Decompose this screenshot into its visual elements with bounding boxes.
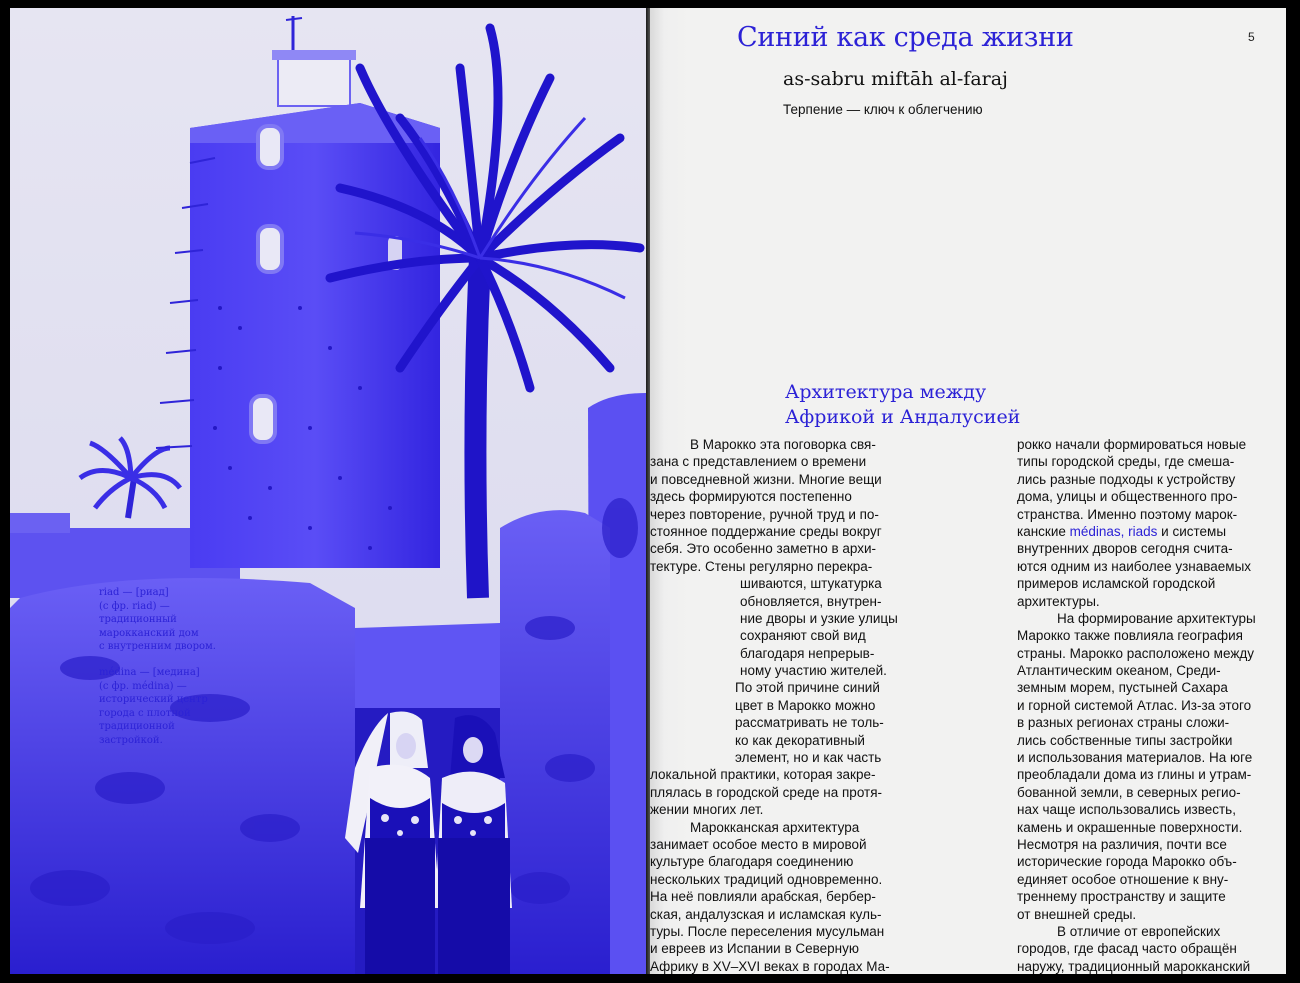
body-line: городов, где фасад часто обращён [1017, 941, 1237, 957]
section-title-line: Африкой и Андалусией [785, 406, 1021, 428]
body-line: В Марокко эта поговорка свя- [690, 437, 876, 452]
body-line: Марокко также повлияла география [1017, 628, 1243, 644]
body-line: странства. Именно поэтому марок- [1017, 506, 1238, 522]
body-column-right [1017, 436, 1277, 975]
highlighted-term[interactable]: médinas, riads [1069, 523, 1158, 539]
body-line: преобладали дома из глины и утрам- [1017, 767, 1252, 783]
body-line: ко как декоративный [735, 732, 865, 748]
body-line: жении многих лет. [650, 802, 764, 818]
sidenote-line: riad — [риад] [99, 587, 169, 598]
body-line: Атлантическим океаном, Среди- [1017, 663, 1221, 679]
body-line: стоянное поддержание среды вокруг [650, 523, 882, 539]
body-line: лись собственные типы застройки [1017, 732, 1233, 748]
body-line: обновляется, внутрен- [740, 593, 882, 609]
body-line: через повторение, ручной труд и по- [650, 506, 879, 522]
section-title [785, 380, 1020, 430]
body-line: страны. Марокко расположено между [1017, 645, 1254, 661]
body-line [1017, 523, 1277, 540]
body-line: сохраняют свой вид [740, 628, 866, 644]
body-line: Марокканская архитектура [690, 819, 860, 835]
magazine-spread [10, 8, 1286, 974]
body-line: единяет особое отношение к вну- [1017, 871, 1229, 887]
body-line: занимает особое место в мировой [650, 836, 867, 852]
sidenote-line: (с фр. médina) — [99, 680, 187, 692]
body-line: здесь формируются постепенно [650, 489, 852, 505]
body-line: На неё повлияли арабская, бербер- [650, 889, 876, 905]
page-number: 5 [1248, 30, 1255, 44]
body-line: и использования материалов. На юге [1017, 750, 1253, 766]
body-line: и повседневной жизни. Многие вещи [650, 471, 882, 487]
body-line: камень и окрашенные поверхности. [1017, 819, 1243, 835]
body-line: Африку в XV–XVI веках в городах Ма- [650, 958, 890, 974]
body-line: лись разные подходы к устройству [1017, 471, 1236, 487]
body-line: туры. После переселения мусульман [650, 923, 885, 939]
body-line: треннему пространству и защите [1017, 889, 1226, 905]
body-line: зана с представлением о времени [650, 454, 867, 470]
body-line: ному участию жителей. [740, 663, 887, 679]
body-line: ние дворы и узкие улицы [740, 610, 898, 626]
sidenote-line: традиционный [99, 614, 177, 626]
body-line: тектуре. Стены регулярно перекра- [650, 558, 873, 574]
body-line: ская, андалузская и исламская куль- [650, 906, 882, 922]
page-title: Синий как среда жизни [737, 22, 1074, 53]
duotone-photo-tower-palms-women [10, 8, 646, 974]
proverb-transliteration: as-sabru miftāh al-faraj [783, 68, 1008, 90]
sidenote-riad [99, 586, 216, 654]
body-line: благодаря непрерыв- [740, 645, 875, 661]
body-line: локальной практики, которая закре- [650, 767, 876, 783]
body-line: от внешней среды. [1017, 906, 1137, 922]
body-line: цвет в Марокко можно [735, 697, 876, 713]
body-line: рассматривать не толь- [735, 715, 884, 731]
section-title-line: Архитектура между [785, 381, 987, 403]
body-line: элемент, но и как часть [735, 750, 882, 766]
sidenote-line: с внутренним двором. [99, 641, 216, 653]
body-line: в разных регионах страны сложи- [1017, 715, 1230, 731]
right-page [99, 8, 1286, 974]
sidenote-line: города с плотной [99, 707, 191, 719]
body-line: исторические города Марокко объ- [1017, 854, 1237, 870]
body-line: ются одним из наиболее узнаваемых [1017, 558, 1252, 574]
sidenote-line: исторический центр [99, 694, 208, 706]
body-line: нах чаще использовались известь, [1017, 802, 1236, 818]
sidenote-line: застройкой. [99, 734, 163, 746]
body-line: нескольких традиций одновременно. [650, 871, 883, 887]
body-line: По этой причине синий [735, 680, 880, 696]
body-text-fragment: и системы [1157, 523, 1227, 539]
left-page [10, 8, 646, 974]
body-line: рокко начали формироваться новые [1017, 437, 1247, 452]
body-line: плялась в городской среде на протя- [650, 784, 883, 800]
sidenote-line: традиционной [99, 721, 175, 733]
body-line: внутренних дворов сегодня счита- [1017, 541, 1233, 557]
body-line: наружу, традиционный марокканский [1017, 958, 1251, 974]
body-line: и евреев из Испании в Северную [650, 941, 860, 957]
body-line: земным морем, пустыней Сахара [1017, 680, 1228, 696]
body-line: примеров исламской городской [1017, 576, 1216, 592]
sidenote-line: (с фр. riad) — [99, 600, 170, 612]
body-line: На формирование архитектуры [1057, 610, 1256, 626]
body-column-left [650, 436, 990, 975]
body-line: и горной системой Атлас. Из-за этого [1017, 697, 1252, 713]
body-text-fragment: канские [1017, 523, 1070, 539]
body-line: дома, улицы и общественного про- [1017, 489, 1238, 505]
sidenote-line: марокканский дом [99, 627, 199, 639]
body-line: Несмотря на различия, почти все [1017, 836, 1227, 852]
body-line: типы городской среды, где смеша- [1017, 454, 1235, 470]
sidenote-line: médina — [медина] [99, 667, 200, 678]
body-line: шиваются, штукатурка [740, 576, 882, 592]
proverb-translation: Терпение — ключ к облегчению [783, 102, 983, 117]
sidenote-medina [99, 666, 208, 748]
body-line: В отличие от европейских [1057, 923, 1221, 939]
body-line: архитектуры. [1017, 593, 1100, 609]
body-line: себя. Это особенно заметно в архи- [650, 541, 877, 557]
body-line: бованной земли, в северных регио- [1017, 784, 1241, 800]
body-line: культуре благодаря соединению [650, 854, 854, 870]
